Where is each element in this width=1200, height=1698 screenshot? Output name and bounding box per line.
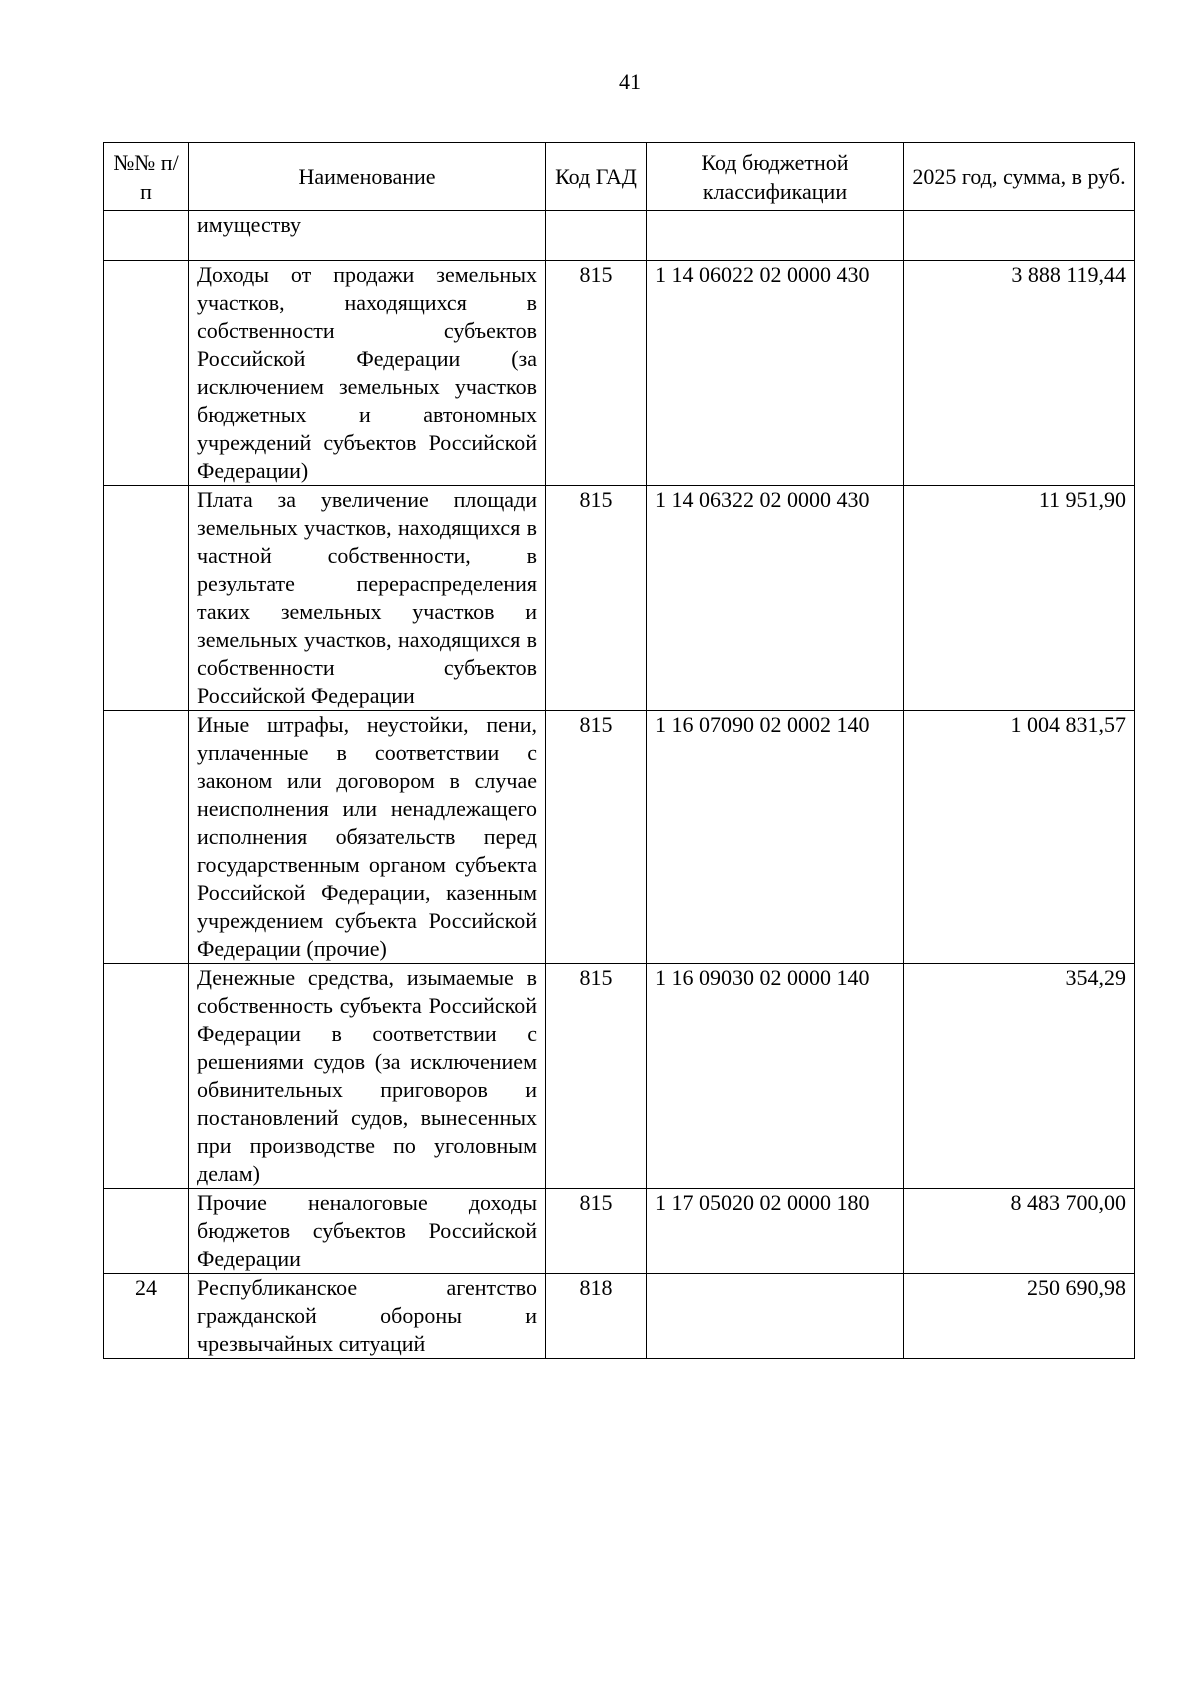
table-row <box>104 486 1135 711</box>
cell-gad: 815 <box>546 711 647 964</box>
cell-gad: 815 <box>546 261 647 486</box>
cell-gad: 815 <box>546 964 647 1189</box>
cell-kbk: 1 14 06022 02 0000 430 <box>647 261 904 486</box>
cell-kbk: 1 16 07090 02 0002 140 <box>647 711 904 964</box>
cell-gad <box>546 211 647 261</box>
cell-sum: 11 951,90 <box>904 486 1135 711</box>
header-kbk: Код бюджетной классификации <box>647 143 904 211</box>
cell-gad: 815 <box>546 486 647 711</box>
header-name: Наименование <box>189 143 546 211</box>
cell-name: Иные штрафы, неустойки, пени, уплаченные в соответствии с законом или договором в случае неисполнения или ненадлежащего исполнения обязательств перед государственным органом субъекта Российской Федерации, казенным учреждением субъекта Российской Федерации (прочие) <box>189 711 546 964</box>
cell-name: Доходы от продажи земельных участков, находящихся в собственности субъектов Российской Федерации (за исключением земельных участков бюджетных и автономных учреждений субъектов Российской Федерации) <box>189 261 546 486</box>
cell-kbk: 1 16 09030 02 0000 140 <box>647 964 904 1189</box>
table-row <box>104 1189 1135 1274</box>
cell-num <box>104 261 189 486</box>
cell-num <box>104 1189 189 1274</box>
cell-kbk: 1 17 05020 02 0000 180 <box>647 1189 904 1274</box>
cell-sum: 3 888 119,44 <box>904 261 1135 486</box>
cell-num: 24 <box>104 1274 189 1359</box>
cell-sum: 8 483 700,00 <box>904 1189 1135 1274</box>
table-row <box>104 1274 1135 1359</box>
cell-name: Республиканское агентство гражданской обороны и чрезвычайных ситуаций <box>189 1274 546 1359</box>
table-row <box>104 261 1135 486</box>
cell-kbk <box>647 211 904 261</box>
cell-num <box>104 711 189 964</box>
cell-sum: 1 004 831,57 <box>904 711 1135 964</box>
table-row <box>104 211 1135 261</box>
cell-name: Прочие неналоговые доходы бюджетов субъектов Российской Федерации <box>189 1189 546 1274</box>
cell-num <box>104 211 189 261</box>
table-header-row <box>104 143 1135 211</box>
table-row <box>104 964 1135 1189</box>
cell-num <box>104 486 189 711</box>
header-num: №№ п/п <box>104 143 189 211</box>
cell-name: имуществу <box>189 211 546 261</box>
header-sum: 2025 год, сумма, в руб. <box>904 143 1135 211</box>
table-row <box>104 711 1135 964</box>
cell-name: Денежные средства, изымаемые в собственность субъекта Российской Федерации в соответствии с решениями судов (за исключением обвинительных приговоров и постановлений судов, вынесенных при производстве по уголовным делам) <box>189 964 546 1189</box>
header-gad: Код ГАД <box>546 143 647 211</box>
cell-gad: 815 <box>546 1189 647 1274</box>
page-number: 41 <box>619 69 641 94</box>
cell-gad: 818 <box>546 1274 647 1359</box>
cell-num <box>104 964 189 1189</box>
cell-kbk <box>647 1274 904 1359</box>
cell-sum <box>904 211 1135 261</box>
budget-table <box>103 142 1135 1359</box>
cell-sum: 250 690,98 <box>904 1274 1135 1359</box>
cell-sum: 354,29 <box>904 964 1135 1189</box>
cell-kbk: 1 14 06322 02 0000 430 <box>647 486 904 711</box>
cell-name: Плата за увеличение площади земельных участков, находящихся в частной собственности, в результате перераспределения таких земельных участков и земельных участков, находящихся в собственности субъектов Российской Федерации <box>189 486 546 711</box>
